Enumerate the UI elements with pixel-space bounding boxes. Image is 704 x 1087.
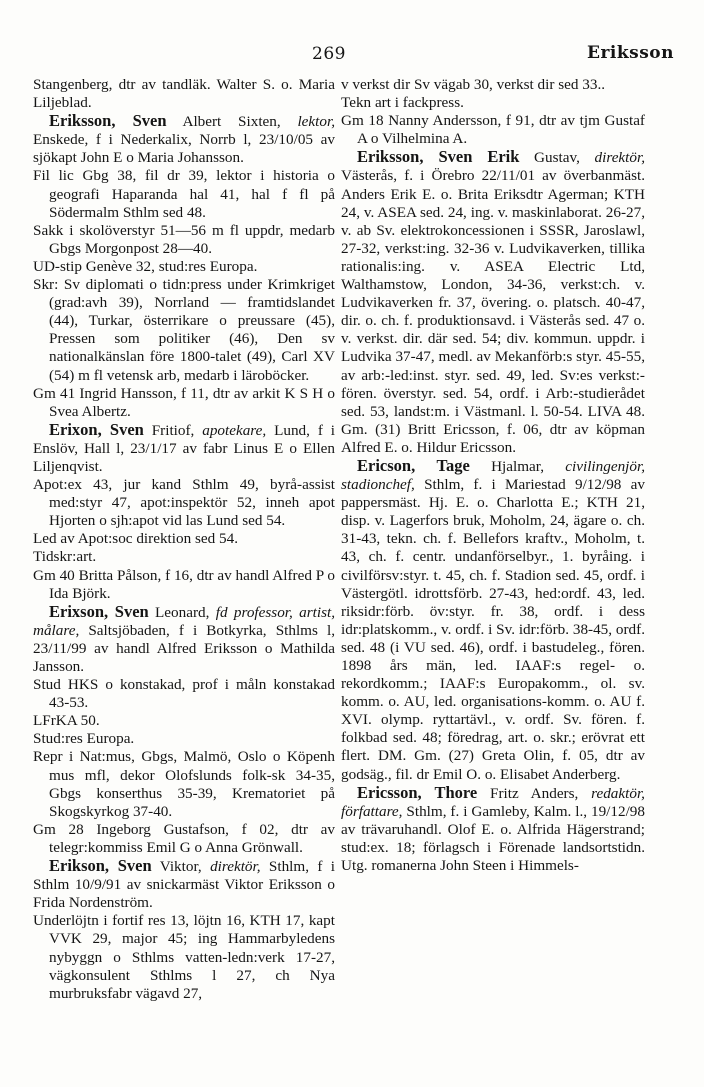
paragraph-text: Repr i Nat:mus, Gbgs, Malmö, Oslo o Köpenh mus mfl, dekor Olofslunds folk-sk 34-35, Gbgs konserthus 35-39, Krematoriet på Skogskyrkog 37-40. [33,748,335,820]
running-head: Eriksson [587,43,674,63]
entry-paragraph [33,167,335,221]
entry-given-names: Hjalmar, [469,457,566,475]
entry-paragraph [33,222,335,258]
paragraph-text: Sakk i skolöverstyr 51—56 m fl uppdr, medarb Gbgs Morgonpost 28—40. [33,221,335,257]
paragraph-text: Stangenberg, dtr av tandläk. Walter S. o. Maria Liljeblad. [33,76,335,112]
entry-paragraph [33,258,335,276]
biography-entry [33,421,335,476]
entry-occupation: apotekare, [202,421,267,439]
paragraph-text: v verkst dir Sv vägab 30, verkst dir sed 33.. [341,76,606,93]
biography-entry [341,148,645,457]
biography-entry [33,112,335,167]
biography-entry [33,603,335,676]
paragraph-text: Fil lic Gbg 38, fil dr 39, lektor i historia o geografi Haparanda hal 41, hal f fl på Södermalm Sthlm sed 48. [33,167,335,221]
entry-paragraph [33,548,335,566]
entry-paragraph [33,730,335,748]
paragraph-text: Gm 40 Britta Pålson, f 16, dtr av handl Alfred P o Ida Björk. [33,566,335,602]
entry-given-names: Albert Sixten, [166,113,298,131]
biography-entry [341,784,645,875]
biography-entry [33,857,335,912]
entry-paragraph [341,112,645,148]
paragraph-text: Tekn art i fackpress. [341,94,464,112]
entry-paragraph [33,476,335,530]
entry-given-names: Fritiof, [143,421,203,439]
page-number: 269 [312,44,346,64]
entry-details: Lund, f i Enslöv, Hall l, 23/1/17 av fabr Linus E o Ellen Liljenqvist. [33,421,335,475]
paragraph-text: Led av Apot:soc direktion sed 54. [33,530,238,548]
entry-name: Eriksson, Sven [49,111,167,131]
entry-name: Erikson, Sven [49,856,152,876]
entry-given-names: Fritz Anders, [477,784,592,802]
entry-occupation: civilingenjör, stadionchef, [341,457,645,494]
paragraph-text: LFrKA 50. [33,712,100,730]
paragraph-text: Skr: Sv diplomati o tidn:press under Krimkriget (grad:avh 39), Norrland — framtidslandet (44), Turkar, österrikare o preussare (45), Pressen som politiker (46), Den sv nationalkänslan före 1800-talet (49), Carl XV (54) m fl vetensk arb, medarb i läroböcker. [33,276,335,384]
paragraph-text: Gm 28 Ingeborg Gustafson, f 02, dtr av telegr:kommiss Emil G o Anna Grönwall. [33,820,335,856]
paragraph-text: Stud HKS o konstakad, prof i måln konstakad 43-53. [33,676,335,712]
entry-paragraph [33,530,335,548]
entry-occupation: direktör, [210,858,261,876]
entry-details: Sthlm, f. i Mariestad 9/12/98 av pappersmäst. Hj. E. o. Charlotta E.; KTH 21, disp. v. Lagerfors bruk, Moholm, 24, ägare o. ch. 31-43, tekn. ch. f. Bellefors kraftv., Moholm, t. 43, ch. f. centr. undanförselbyr., 1. byråing. i civilförsv:styr. t. 45, ch. f. Stadion sed. 45, ordf. i Västergötl. idrottsförb. 27-43, hed:ordf. 43, led. riksidr:förb. öv:styr. fr. 38, ordf. i dess idr:platskomm., v. ordf. i Sv. idr:förb. 38-45, ordf. sed. 48 (i VU sed. 46), ordf. i bastudeleg., fören. 1898 års män, led. IAAF:s regel- o. rekordkomm.; IAAF:s Europakomm., ol. sv. komm. o. AU, led. organisations-komm. o. AU f. XVI. olymp. ryttartävl., v. ordf. Sv. fören. f. folkbad sed. 48; föredrag, art. o. skr.; erövrat ett flert. DM. Gm. (27) Greta Olin, f. 05, dtr av godsäg., fil. dr Emil O. o. Elisabet Anderberg. [341,476,645,783]
entry-details: Sthlm, f. i Gamleby, Kalm. l., 19/12/98 av trävaruhandl. Olof E. o. Alfrida Hägerstrand; stud:ex. 18; förlagsch i Förenade landsortstidn. Utg. romanerna John Steen i Himmels- [341,802,645,875]
entry-name: Ericsson, Thore [357,782,478,802]
entry-paragraph [33,821,335,857]
entry-paragraph [341,76,645,94]
paragraph-text: Apot:ex 43, jur kand Sthlm 49, byrå-assist med:styr 47, apot:inspektör 52, inneh apot Hjorten o sjh:apot vid las Lund sed 54. [33,476,335,530]
entry-paragraph [33,912,335,1002]
paragraph-text: Gm 18 Nanny Andersson, f 91, dtr av tjm Gustaf A o Vilhelmina A. [341,112,645,148]
entry-details: Enskede, f i Nederkalix, Norrb l, 23/10/05 av sjökapt John E o Maria Johansson. [33,131,335,167]
entry-occupation: fd professor, artist, målare, [33,603,335,639]
entry-given-names: Leonard, [148,603,216,621]
entry-given-names: Gustav, [519,149,595,167]
entry-name: Eriksson, Sven Erik [357,147,520,167]
entry-details: Saltsjöbaden, f i Botkyrka, Sthlms l, 23/11/99 av handl Alfred Eriksson o Mathilda Jansson. [33,621,335,675]
entry-paragraph [33,567,335,603]
biography-entry [341,457,645,784]
entry-occupation: lektor, [297,113,335,131]
entry-name: Erixson, Sven [49,601,149,621]
paragraph-text: Gm 41 Ingrid Hansson, f 11, dtr av arkit K S H o Svea Albertz. [33,384,335,420]
entry-given-names: Viktor, [151,858,211,876]
paragraph-text: Stud:res Europa. [33,730,135,748]
entry-paragraph [33,712,335,730]
paragraph-text: Tidskr:art. [33,548,97,566]
entry-paragraph [33,676,335,712]
entry-occupation: redaktör, författare, [341,784,645,820]
entry-details: Sthlm, f i Sthlm 10/9/91 av snickarmäst Viktor Eriksson o Frida Nordenström. [33,858,335,912]
entry-name: Ericson, Tage [357,455,470,475]
entry-paragraph [33,76,335,112]
entry-paragraph [341,94,645,112]
left-column [33,76,335,1003]
entry-paragraph [33,385,335,421]
paragraph-text: Underlöjtn i fortif res 13, löjtn 16, KTH 17, kapt VVK 29, major 45; ing Hammarbyledens nybyggn o Sthlms vatten-ledn:verk 17-27, vägkonsulent Sthlms l 27, ch Nya murbruksfabr vägavd 27, [33,912,335,1002]
right-column [341,76,645,875]
entry-name: Erixon, Sven [49,419,144,439]
entry-paragraph [33,748,335,820]
entry-details: Västerås, f. i Örebro 22/11/01 av överbanmäst. Anders Erik E. o. Brita Eriksdtr Agerman; KTH 24, v. ASEA sed. 24, ing. v. maskinlaborat. 26-27, v. ab Sv. elektrokoncessionen i SSSR, Jaroslawl, 27-32, verkst:ing. 32-36 v. Ludvikaverken, tillika rationalis:ing. v. ASEA Electric Ltd, Walthamstow, London, 34-36, verkst:ch. v. Ludvikaverken fr. 37, övering. o. platsch. 40-47, dir. o. ch. f. produktionsavd. i Västerås sed. 47 o. v. verkst. dir. där sed. 54; div. kommun. uppdr. i Ludvika 37-47, medl. av Mekanförb:s styr. 45-55, av arb:-led:inst. styr. sed. 49, led. Sv:es verkst:-fören. överstyr. sed. 54, ordf. i Arb:-studierådet sed. 53, landst:m. i Västmanl. l. 50-54. LIVA 48. Gm. (31) Britt Ericsson, f. 06, dtr av köpman Alfred E. o. Hildur Ericsson. [341,167,645,456]
entry-occupation: direktör, [594,149,646,167]
entry-paragraph [33,276,335,385]
paragraph-text: UD-stip Genève 32, stud:res Europa. [33,257,258,275]
